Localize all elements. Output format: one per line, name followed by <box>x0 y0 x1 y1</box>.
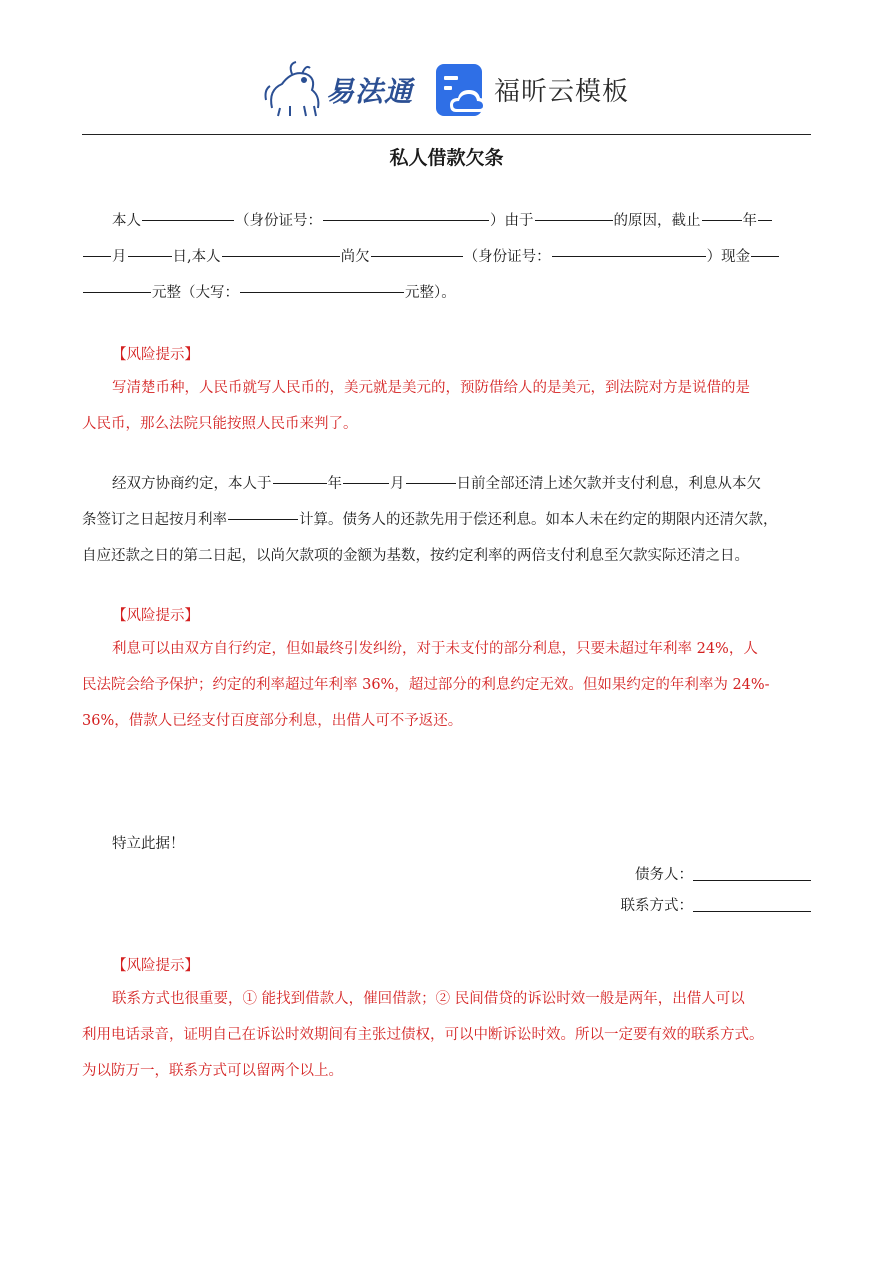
risk-tip-text: 写清楚币种，人民币就写人民币的，美元就是美元的，预防借给人的是美元，到法院对方是说借的是 <box>112 380 750 396</box>
text-segment: ）由于 <box>490 213 534 229</box>
risk-tip-text: 利用电话录音，证明自己在诉讼时效期间有主张过债权，可以中断诉讼时效。所以一定要有效的联系方式。 <box>82 1027 764 1043</box>
contact-label: 联系方式： <box>620 898 693 914</box>
text-segment: （身份证号： <box>235 213 322 229</box>
text-segment: 的原因，截止 <box>613 213 701 229</box>
text-segment: 月 <box>112 249 127 265</box>
text-segment: 经双方协商约定，本人于 <box>112 476 272 492</box>
repay-day-blank <box>406 482 456 484</box>
monthly-rate-blank <box>228 518 298 520</box>
text-segment: 年 <box>327 476 342 492</box>
foxit-template-logo-text: 福昕云模板 <box>494 77 630 107</box>
debtor-signature-line <box>635 859 811 891</box>
text-segment: 元整）。 <box>405 285 456 301</box>
day-blank <box>128 255 172 257</box>
text-segment: 年 <box>742 213 757 229</box>
text-segment: 本人 <box>112 213 141 229</box>
amount-uppercase-blank <box>240 291 404 293</box>
amount-blank-start <box>751 255 779 257</box>
debtor-label: 债务人： <box>635 867 693 883</box>
foxit-cloud-logo-icon <box>436 64 488 116</box>
contact-line <box>621 890 812 922</box>
creditor-name-blank <box>371 255 463 257</box>
text-segment: ）现金 <box>706 249 751 265</box>
header-divider <box>82 134 811 135</box>
risk-tip-text: 联系方式也很重要，① 能找到借款人，催回借款；② 民间借贷的诉讼时效一般是两年，出借人可以 <box>112 991 745 1007</box>
closing-statement <box>82 826 814 862</box>
text-segment: 元整（大写： <box>152 285 239 301</box>
amount-blank <box>83 291 151 293</box>
month-blank-start <box>758 219 772 221</box>
risk-tip-text: 民法院会给予保护；约定的利率超过年利率 36%，超过部分的利息约定无效。但如果约定的年利率为 24%- <box>82 677 770 693</box>
lender-name-blank <box>142 219 234 221</box>
risk-tip-contact <box>82 951 814 1089</box>
risk-tip-text: 36%，借款人已经支付百度部分利息，出借人可不予返还。 <box>82 713 463 729</box>
debtor-name-blank <box>222 255 340 257</box>
risk-tip-text: 人民币，那么法院只能按照人民币来判了。 <box>82 416 358 432</box>
reason-blank <box>535 219 613 221</box>
loan-statement-paragraph <box>82 203 814 311</box>
text-segment: 日前全部还清上述欠款并支付利息，利息从本欠 <box>456 476 761 492</box>
text-segment: 计算。债务人的还款先用于偿还利息。如本人未在约定的期限内还清欠款， <box>299 512 778 528</box>
text-line: 自应还款之日的第二日起，以尚欠款项的金额为基数，按约定利率的两倍支付利息至欠款实际还清之日。 <box>82 548 749 564</box>
closing-text: 特立此据！ <box>112 836 185 852</box>
year-blank <box>702 219 742 221</box>
yifatong-logo-text: 易法通 <box>326 75 414 108</box>
text-segment: （身份证号： <box>463 249 551 265</box>
contact-blank <box>693 910 811 912</box>
text-segment: 日,本人 <box>172 249 221 265</box>
creditor-id-blank <box>552 255 706 257</box>
risk-tip-text: 利息可以由双方自行约定，但如最终引发纠纷，对于未支付的部分利息，只要未超过年利率 24%，人 <box>112 641 758 657</box>
risk-tip-label: 【风险提示】 <box>112 958 199 974</box>
id-number-blank <box>323 219 489 221</box>
risk-tip-label: 【风险提示】 <box>112 347 199 363</box>
risk-tip-interest <box>82 601 814 739</box>
text-segment: 月 <box>390 476 405 492</box>
debtor-signature-blank <box>693 879 811 881</box>
repay-year-blank <box>273 482 327 484</box>
document-title: 私人借款欠条 <box>389 147 504 169</box>
month-blank-end <box>83 255 111 257</box>
header-logos <box>262 58 642 120</box>
repayment-terms-paragraph <box>82 466 814 574</box>
repay-month-blank <box>343 482 389 484</box>
text-segment: 尚欠 <box>340 249 370 265</box>
risk-tip-text: 为以防万一，联系方式可以留两个以上。 <box>82 1063 343 1079</box>
risk-tip-currency <box>82 340 814 442</box>
risk-tip-label: 【风险提示】 <box>112 608 199 624</box>
text-segment: 条签订之日起按月利率 <box>82 512 227 528</box>
